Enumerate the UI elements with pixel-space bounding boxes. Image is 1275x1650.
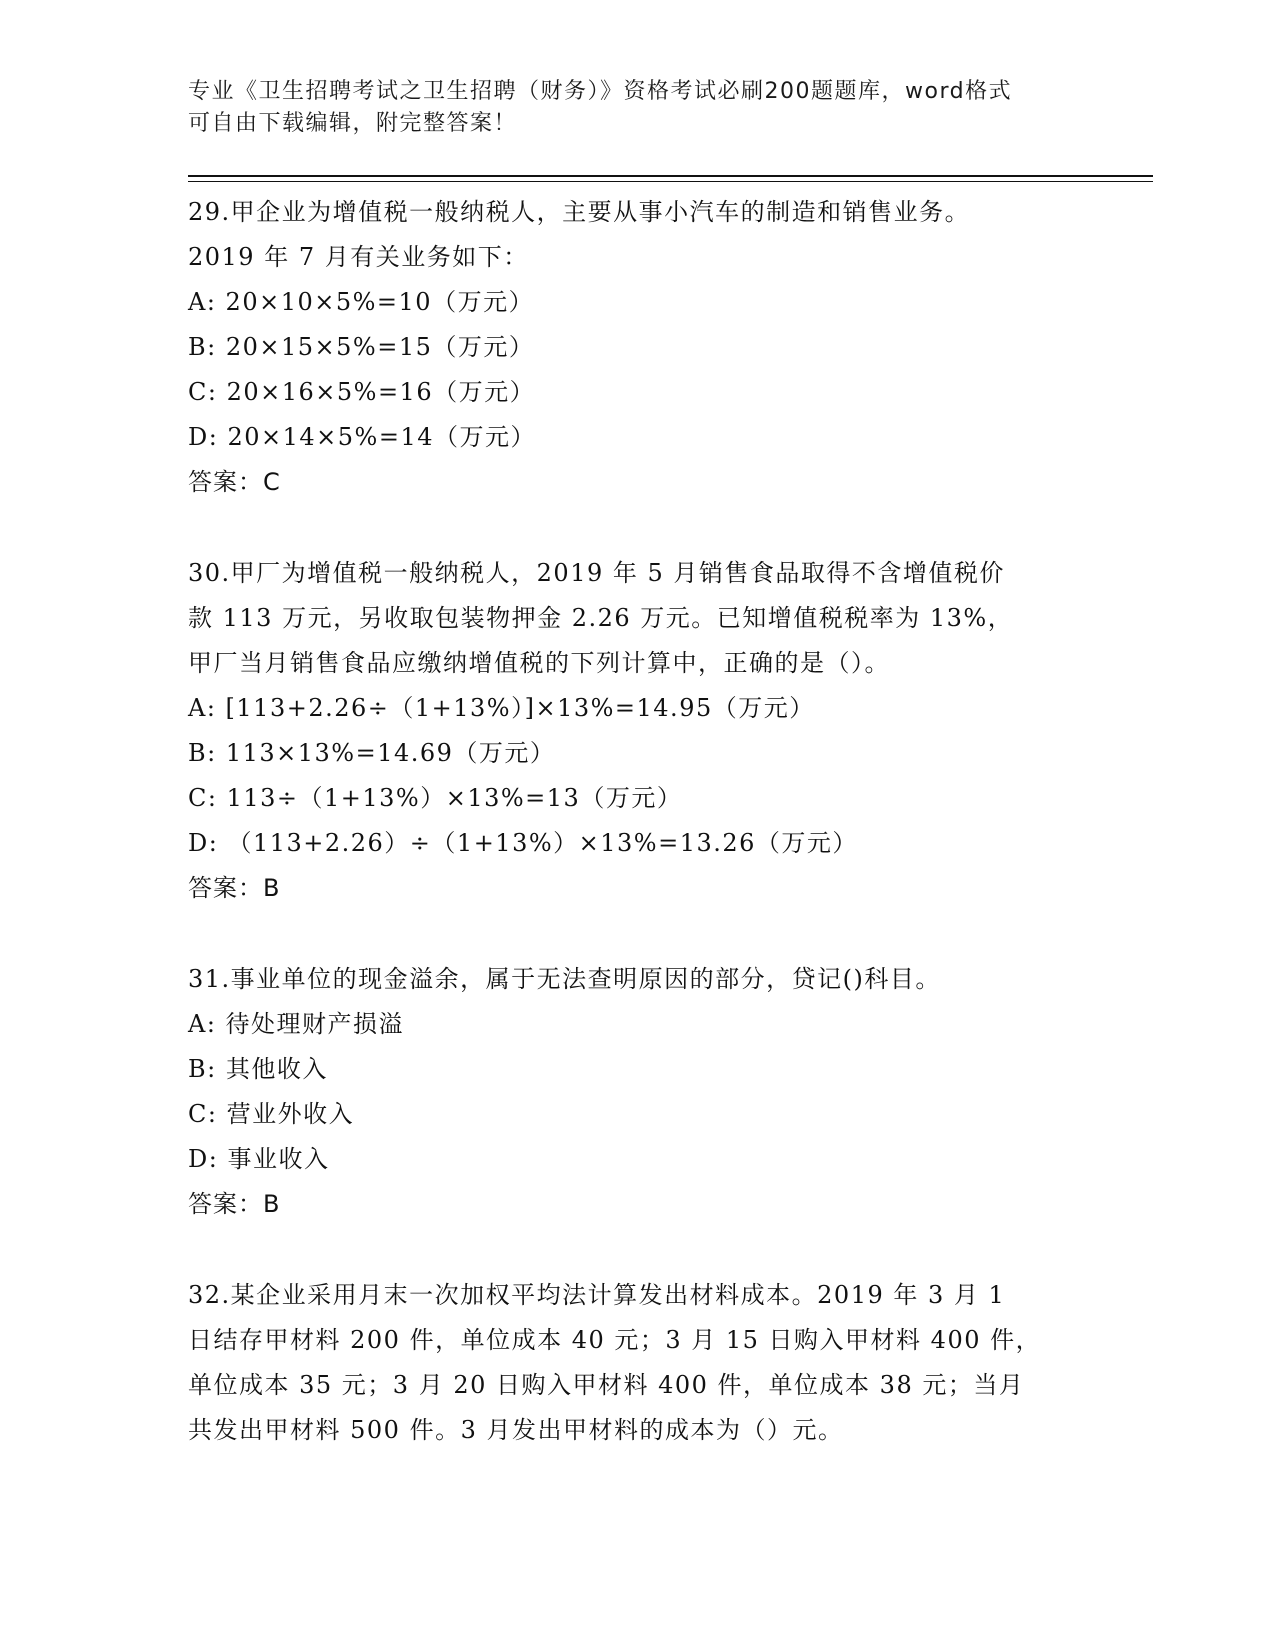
option-d: D: 事业收入 (188, 1145, 330, 1173)
header-line-2: 可自由下载编辑，附完整答案！ (188, 111, 518, 136)
question-stem-line: 甲厂当月销售食品应缴纳增值税的下列计算中，正确的是（）。 (188, 649, 890, 677)
question-stem-line: 29.甲企业为增值税一般纳税人，主要从事小汽车的制造和销售业务。 (188, 198, 971, 226)
question-list (188, 190, 1108, 1499)
option-b: B: 20×15×5%=15（万元） (188, 333, 535, 361)
header-divider-thick (188, 175, 1153, 177)
question-30 (188, 551, 1108, 911)
option-b: B: 113×13%=14.69（万元） (188, 739, 556, 767)
document-header (188, 76, 1088, 140)
answer-label: 答案：B (188, 1190, 281, 1218)
option-a: A: [113+2.26÷（1+13%）]×13%=14.95（万元） (188, 694, 815, 722)
question-29 (188, 190, 1108, 505)
option-c: C: 20×16×5%=16（万元） (188, 378, 536, 406)
header-line-1: 专业《卫生招聘考试之卫生招聘（财务）》资格考试必刷200题题库，word格式 (188, 79, 1013, 104)
option-d: D: 20×14×5%=14（万元） (188, 423, 536, 451)
question-stem-line: 30.甲厂为增值税一般纳税人，2019 年 5 月销售食品取得不含增值税价 (188, 559, 1005, 587)
option-d: D: （113+2.26）÷（1+13%）×13%=13.26（万元） (188, 829, 858, 857)
question-stem-line: 2019 年 7 月有关业务如下： (188, 243, 529, 271)
header-divider-thin (188, 181, 1153, 182)
question-stem-line: 31.事业单位的现金溢余，属于无法查明原因的部分，贷记()科目。 (188, 965, 941, 993)
answer-label: 答案：C (188, 468, 281, 496)
question-stem-line: 共发出甲材料 500 件。3 月发出甲材料的成本为（）元。 (188, 1416, 844, 1444)
answer-label: 答案：B (188, 874, 281, 902)
question-stem-line: 单位成本 35 元；3 月 20 日购入甲材料 400 件，单位成本 38 元；当月 (188, 1371, 1025, 1399)
question-stem-line: 款 113 万元，另收取包装物押金 2.26 万元。已知增值税税率为 13%， (188, 604, 1014, 632)
option-c: C: 113÷（1+13%）×13%=13（万元） (188, 784, 683, 812)
option-b: B: 其他收入 (188, 1055, 328, 1083)
question-stem-line: 日结存甲材料 200 件，单位成本 40 元；3 月 15 日购入甲材料 400 件， (188, 1326, 1042, 1354)
option-c: C: 营业外收入 (188, 1100, 355, 1128)
option-a: A: 待处理财产损溢 (188, 1010, 405, 1038)
question-31 (188, 957, 1108, 1227)
question-32 (188, 1273, 1108, 1453)
option-a: A: 20×10×5%=10（万元） (188, 288, 535, 316)
question-stem-line: 32.某企业采用月末一次加权平均法计算发出材料成本。2019 年 3 月 1 (188, 1281, 1006, 1309)
